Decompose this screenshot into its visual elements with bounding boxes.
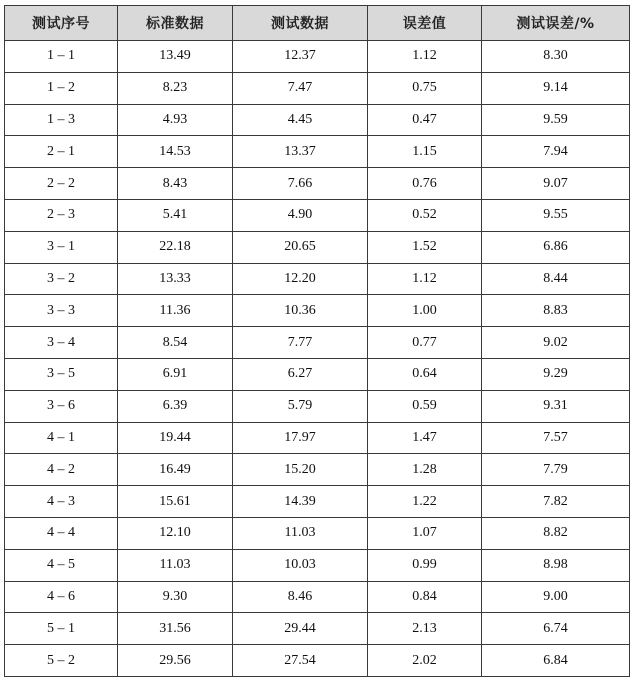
header-standard-data: 标准数据 xyxy=(118,6,233,41)
cell-test-id: 3 – 4 xyxy=(5,327,118,359)
header-test-data: 测试数据 xyxy=(233,6,368,41)
cell-test-id: 1 – 3 xyxy=(5,104,118,136)
cell-test-id: 4 – 1 xyxy=(5,422,118,454)
cell-standard-data: 4.93 xyxy=(118,104,233,136)
cell-test-id: 3 – 3 xyxy=(5,295,118,327)
cell-test-data: 15.20 xyxy=(233,454,368,486)
cell-test-id: 4 – 3 xyxy=(5,486,118,518)
cell-test-error-percent: 8.98 xyxy=(482,549,630,581)
cell-error-value: 0.75 xyxy=(368,72,482,104)
cell-error-value: 1.12 xyxy=(368,263,482,295)
cell-test-data: 8.46 xyxy=(233,581,368,613)
cell-error-value: 1.22 xyxy=(368,486,482,518)
cell-error-value: 1.28 xyxy=(368,454,482,486)
cell-test-data: 20.65 xyxy=(233,231,368,263)
data-table-container xyxy=(4,5,629,677)
cell-test-id: 2 – 2 xyxy=(5,168,118,200)
cell-standard-data: 22.18 xyxy=(118,231,233,263)
cell-error-value: 1.52 xyxy=(368,231,482,263)
table-row xyxy=(5,263,630,295)
cell-test-data: 11.03 xyxy=(233,517,368,549)
cell-error-value: 0.99 xyxy=(368,549,482,581)
cell-error-value: 0.77 xyxy=(368,327,482,359)
cell-test-id: 4 – 2 xyxy=(5,454,118,486)
cell-test-error-percent: 9.14 xyxy=(482,72,630,104)
cell-test-id: 1 – 1 xyxy=(5,41,118,73)
cell-test-data: 27.54 xyxy=(233,645,368,677)
table-row xyxy=(5,72,630,104)
cell-test-error-percent: 8.44 xyxy=(482,263,630,295)
table-row xyxy=(5,199,630,231)
header-test-id: 测试序号 xyxy=(5,6,118,41)
table-row xyxy=(5,104,630,136)
cell-test-id: 3 – 2 xyxy=(5,263,118,295)
table-row xyxy=(5,136,630,168)
cell-standard-data: 13.33 xyxy=(118,263,233,295)
cell-test-error-percent: 7.79 xyxy=(482,454,630,486)
cell-test-data: 13.37 xyxy=(233,136,368,168)
cell-error-value: 0.52 xyxy=(368,199,482,231)
cell-test-error-percent: 9.02 xyxy=(482,327,630,359)
cell-standard-data: 29.56 xyxy=(118,645,233,677)
cell-test-id: 4 – 6 xyxy=(5,581,118,613)
cell-test-data: 12.37 xyxy=(233,41,368,73)
table-row xyxy=(5,613,630,645)
cell-standard-data: 8.43 xyxy=(118,168,233,200)
cell-test-error-percent: 6.84 xyxy=(482,645,630,677)
cell-test-error-percent: 8.82 xyxy=(482,517,630,549)
table-header xyxy=(5,6,630,41)
cell-standard-data: 5.41 xyxy=(118,199,233,231)
cell-error-value: 1.12 xyxy=(368,41,482,73)
cell-test-id: 4 – 4 xyxy=(5,517,118,549)
cell-test-error-percent: 7.82 xyxy=(482,486,630,518)
cell-error-value: 1.00 xyxy=(368,295,482,327)
cell-standard-data: 9.30 xyxy=(118,581,233,613)
cell-test-data: 10.03 xyxy=(233,549,368,581)
cell-error-value: 1.15 xyxy=(368,136,482,168)
cell-standard-data: 13.49 xyxy=(118,41,233,73)
cell-test-id: 3 – 1 xyxy=(5,231,118,263)
cell-error-value: 1.47 xyxy=(368,422,482,454)
cell-test-error-percent: 7.94 xyxy=(482,136,630,168)
table-row xyxy=(5,41,630,73)
cell-test-id: 4 – 5 xyxy=(5,549,118,581)
cell-test-data: 12.20 xyxy=(233,263,368,295)
cell-test-id: 1 – 2 xyxy=(5,72,118,104)
cell-test-error-percent: 9.07 xyxy=(482,168,630,200)
cell-test-error-percent: 9.00 xyxy=(482,581,630,613)
cell-test-data: 6.27 xyxy=(233,358,368,390)
cell-standard-data: 6.39 xyxy=(118,390,233,422)
test-data-table xyxy=(4,5,630,677)
cell-test-error-percent: 9.59 xyxy=(482,104,630,136)
cell-standard-data: 31.56 xyxy=(118,613,233,645)
table-row xyxy=(5,231,630,263)
cell-test-id: 3 – 6 xyxy=(5,390,118,422)
table-row xyxy=(5,168,630,200)
cell-test-error-percent: 7.57 xyxy=(482,422,630,454)
cell-standard-data: 19.44 xyxy=(118,422,233,454)
cell-test-id: 5 – 1 xyxy=(5,613,118,645)
cell-test-data: 7.66 xyxy=(233,168,368,200)
cell-test-data: 7.77 xyxy=(233,327,368,359)
cell-test-id: 5 – 2 xyxy=(5,645,118,677)
table-row xyxy=(5,486,630,518)
cell-test-data: 17.97 xyxy=(233,422,368,454)
cell-error-value: 0.59 xyxy=(368,390,482,422)
header-test-error-percent: 测试误差/% xyxy=(482,6,630,41)
cell-test-data: 14.39 xyxy=(233,486,368,518)
table-row xyxy=(5,517,630,549)
cell-test-error-percent: 9.29 xyxy=(482,358,630,390)
table-row xyxy=(5,422,630,454)
cell-test-data: 29.44 xyxy=(233,613,368,645)
cell-test-id: 2 – 1 xyxy=(5,136,118,168)
cell-test-data: 7.47 xyxy=(233,72,368,104)
table-row xyxy=(5,645,630,677)
table-row xyxy=(5,327,630,359)
table-row xyxy=(5,581,630,613)
table-row xyxy=(5,454,630,486)
cell-standard-data: 16.49 xyxy=(118,454,233,486)
cell-standard-data: 14.53 xyxy=(118,136,233,168)
table-row xyxy=(5,295,630,327)
header-row xyxy=(5,6,630,41)
table-row xyxy=(5,358,630,390)
cell-test-data: 4.90 xyxy=(233,199,368,231)
cell-error-value: 1.07 xyxy=(368,517,482,549)
cell-standard-data: 12.10 xyxy=(118,517,233,549)
cell-error-value: 2.02 xyxy=(368,645,482,677)
cell-error-value: 0.76 xyxy=(368,168,482,200)
cell-test-error-percent: 8.83 xyxy=(482,295,630,327)
cell-error-value: 2.13 xyxy=(368,613,482,645)
cell-test-id: 3 – 5 xyxy=(5,358,118,390)
cell-test-error-percent: 6.74 xyxy=(482,613,630,645)
cell-test-error-percent: 9.55 xyxy=(482,199,630,231)
cell-standard-data: 8.54 xyxy=(118,327,233,359)
cell-standard-data: 11.36 xyxy=(118,295,233,327)
cell-standard-data: 6.91 xyxy=(118,358,233,390)
cell-test-error-percent: 6.86 xyxy=(482,231,630,263)
cell-error-value: 0.47 xyxy=(368,104,482,136)
cell-standard-data: 11.03 xyxy=(118,549,233,581)
table-row xyxy=(5,549,630,581)
cell-test-error-percent: 9.31 xyxy=(482,390,630,422)
table-row xyxy=(5,390,630,422)
cell-standard-data: 15.61 xyxy=(118,486,233,518)
cell-test-data: 10.36 xyxy=(233,295,368,327)
table-body xyxy=(5,41,630,677)
cell-test-id: 2 – 3 xyxy=(5,199,118,231)
header-error-value: 误差值 xyxy=(368,6,482,41)
cell-test-error-percent: 8.30 xyxy=(482,41,630,73)
cell-standard-data: 8.23 xyxy=(118,72,233,104)
cell-error-value: 0.84 xyxy=(368,581,482,613)
cell-test-data: 5.79 xyxy=(233,390,368,422)
cell-error-value: 0.64 xyxy=(368,358,482,390)
cell-test-data: 4.45 xyxy=(233,104,368,136)
